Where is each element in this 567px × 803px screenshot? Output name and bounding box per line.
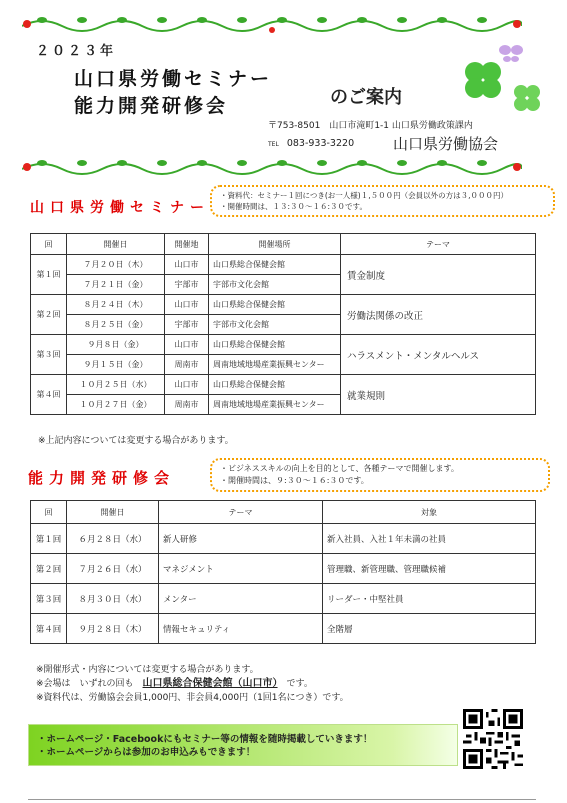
session-place: 宇部市文化会館 xyxy=(209,275,341,295)
session-no: 第３回 xyxy=(31,584,67,614)
training-note-box xyxy=(210,458,550,492)
session-date: ７月２１日（金） xyxy=(67,275,165,295)
training-table xyxy=(30,500,536,644)
session-place: 周南地域地場産業振興センター xyxy=(209,355,341,375)
session-place: 山口県総合保健会館 xyxy=(209,335,341,355)
session-date: ７月２６日（水） xyxy=(67,554,159,584)
session-no: 第４回 xyxy=(31,375,67,415)
session-date: ９月８日（金） xyxy=(67,335,165,355)
venue-note xyxy=(36,677,349,691)
session-city: 山口市 xyxy=(165,295,209,315)
seminar-section-title: 山口県労働セミナー xyxy=(30,200,210,216)
session-no: 第１回 xyxy=(31,255,67,295)
format-note: ※開催形式・内容については変更する場合があります。 xyxy=(36,665,259,675)
session-place: 宇部市文化会館 xyxy=(209,315,341,335)
session-date: ６月２８日（水） xyxy=(67,524,159,554)
seminar-time-note: ・開催時間は、１３:３０～１６:３０です。 xyxy=(220,202,367,211)
session-place: 周南地域地場産業振興センター xyxy=(209,395,341,415)
qr-code-icon[interactable] xyxy=(463,708,523,770)
col-header-no: 回 xyxy=(31,501,67,524)
session-city: 山口市 xyxy=(165,335,209,355)
info-banner xyxy=(28,724,458,766)
session-target: 全階層 xyxy=(323,614,536,644)
col-header-date: 開催日 xyxy=(67,234,165,255)
tel-number: 083-933-3220 xyxy=(286,138,355,149)
vine-icon xyxy=(22,12,522,34)
session-theme: マネジメント xyxy=(159,554,323,584)
organization-name: 山口県労働協会 xyxy=(393,135,499,153)
table-row xyxy=(31,584,536,614)
session-no: 第４回 xyxy=(31,614,67,644)
address: 〒753-8501 山口市滝町1-1 山口県労働政策課内 xyxy=(268,121,473,131)
table-row xyxy=(31,335,536,355)
page-title-seminar: 山口県労働セミナー xyxy=(74,68,273,90)
session-no: 第２回 xyxy=(31,554,67,584)
col-header-theme: テーマ xyxy=(159,501,323,524)
training-footnotes xyxy=(36,663,349,705)
session-place: 山口県総合保健会館 xyxy=(209,255,341,275)
session-target: 管理職、新管理職、管理職候補 xyxy=(323,554,536,584)
fee-note: ※資料代は、労働協会会員1,000円、非会員4,000円（1回1名につき）です。 xyxy=(36,693,349,703)
seminar-note-box xyxy=(210,185,555,217)
table-row xyxy=(31,295,536,315)
training-section-title: 能力開発研修会 xyxy=(28,469,176,487)
session-theme: 労働法関係の改正 xyxy=(341,295,536,335)
session-date: ８月２４日（木） xyxy=(67,295,165,315)
session-date: ８月２５日（金） xyxy=(67,315,165,335)
seminar-fee-note: ・資料代：セミナー１回につき(お一人様)１,５００円（会員以外の方は３,０００円） xyxy=(220,191,508,200)
session-date: １０月２７日（金） xyxy=(67,395,165,415)
table-row xyxy=(31,255,536,275)
session-target: リーダー・中堅社員 xyxy=(323,584,536,614)
col-header-city: 開催地 xyxy=(165,234,209,255)
tel-label: TEL xyxy=(268,141,279,148)
col-header-place: 開催場所 xyxy=(209,234,341,255)
telephone xyxy=(268,138,354,149)
session-city: 宇部市 xyxy=(165,315,209,335)
session-target: 新入社員、入社１年未満の社員 xyxy=(323,524,536,554)
session-place: 山口県総合保健会館 xyxy=(209,375,341,395)
venue-note-prefix: ※会場は いずれの回も xyxy=(36,679,143,689)
session-no: 第１回 xyxy=(31,524,67,554)
table-row xyxy=(31,554,536,584)
banner-line-website: ・ホームページ・Facebookにもセミナー等の情報を随時掲載していきます！ xyxy=(37,734,373,745)
table-header-row xyxy=(31,501,536,524)
page-title-training: 能力開発研修会 xyxy=(74,95,229,117)
venue-name: 山口県総合保健会館（山口市） xyxy=(142,678,278,689)
session-no: 第２回 xyxy=(31,295,67,335)
session-city: 山口市 xyxy=(165,255,209,275)
col-header-target: 対象 xyxy=(323,501,536,524)
col-header-no: 回 xyxy=(31,234,67,255)
session-theme: メンター xyxy=(159,584,323,614)
session-theme: 就業規則 xyxy=(341,375,536,415)
banner-line-apply: ・ホームページからは参加のお申込みもできます！ xyxy=(37,747,256,758)
session-city: 山口市 xyxy=(165,375,209,395)
session-place: 山口県総合保健会館 xyxy=(209,295,341,315)
bottom-divider xyxy=(28,799,536,800)
table-row xyxy=(31,375,536,395)
session-date: ７月２０日（木） xyxy=(67,255,165,275)
session-theme: 情報セキュリティ xyxy=(159,614,323,644)
session-date: １０月２５日（水） xyxy=(67,375,165,395)
seminar-table xyxy=(30,233,536,415)
vine-decoration-top xyxy=(22,12,522,34)
session-date: ８月３０日（水） xyxy=(67,584,159,614)
session-no: 第３回 xyxy=(31,335,67,375)
vine-icon xyxy=(22,155,522,177)
page-subtitle: のご案内 xyxy=(330,87,402,108)
vine-decoration-middle xyxy=(22,155,522,177)
venue-note-suffix: です。 xyxy=(277,679,313,689)
seminar-footnote: ※上記内容については変更する場合があります。 xyxy=(38,436,234,446)
training-time-note: ・開催時間は、９:３０～１６:３０です。 xyxy=(220,476,369,485)
col-header-date: 開催日 xyxy=(67,501,159,524)
session-city: 宇部市 xyxy=(165,275,209,295)
training-purpose-note: ・ビジネススキルの向上を目的として、各種テーマで開催します。 xyxy=(220,464,459,473)
year: ２０２３年 xyxy=(36,44,117,59)
table-row xyxy=(31,614,536,644)
session-theme: 新人研修 xyxy=(159,524,323,554)
table-header-row xyxy=(31,234,536,255)
table-row xyxy=(31,524,536,554)
clover-butterfly-icon xyxy=(455,42,550,122)
session-date: ９月１５日（金） xyxy=(67,355,165,375)
session-theme: ハラスメント・メンタルヘルス xyxy=(341,335,536,375)
session-city: 周南市 xyxy=(165,395,209,415)
col-header-theme: テーマ xyxy=(341,234,536,255)
session-city: 周南市 xyxy=(165,355,209,375)
session-date: ９月２８日（木） xyxy=(67,614,159,644)
session-theme: 賃金制度 xyxy=(341,255,536,295)
